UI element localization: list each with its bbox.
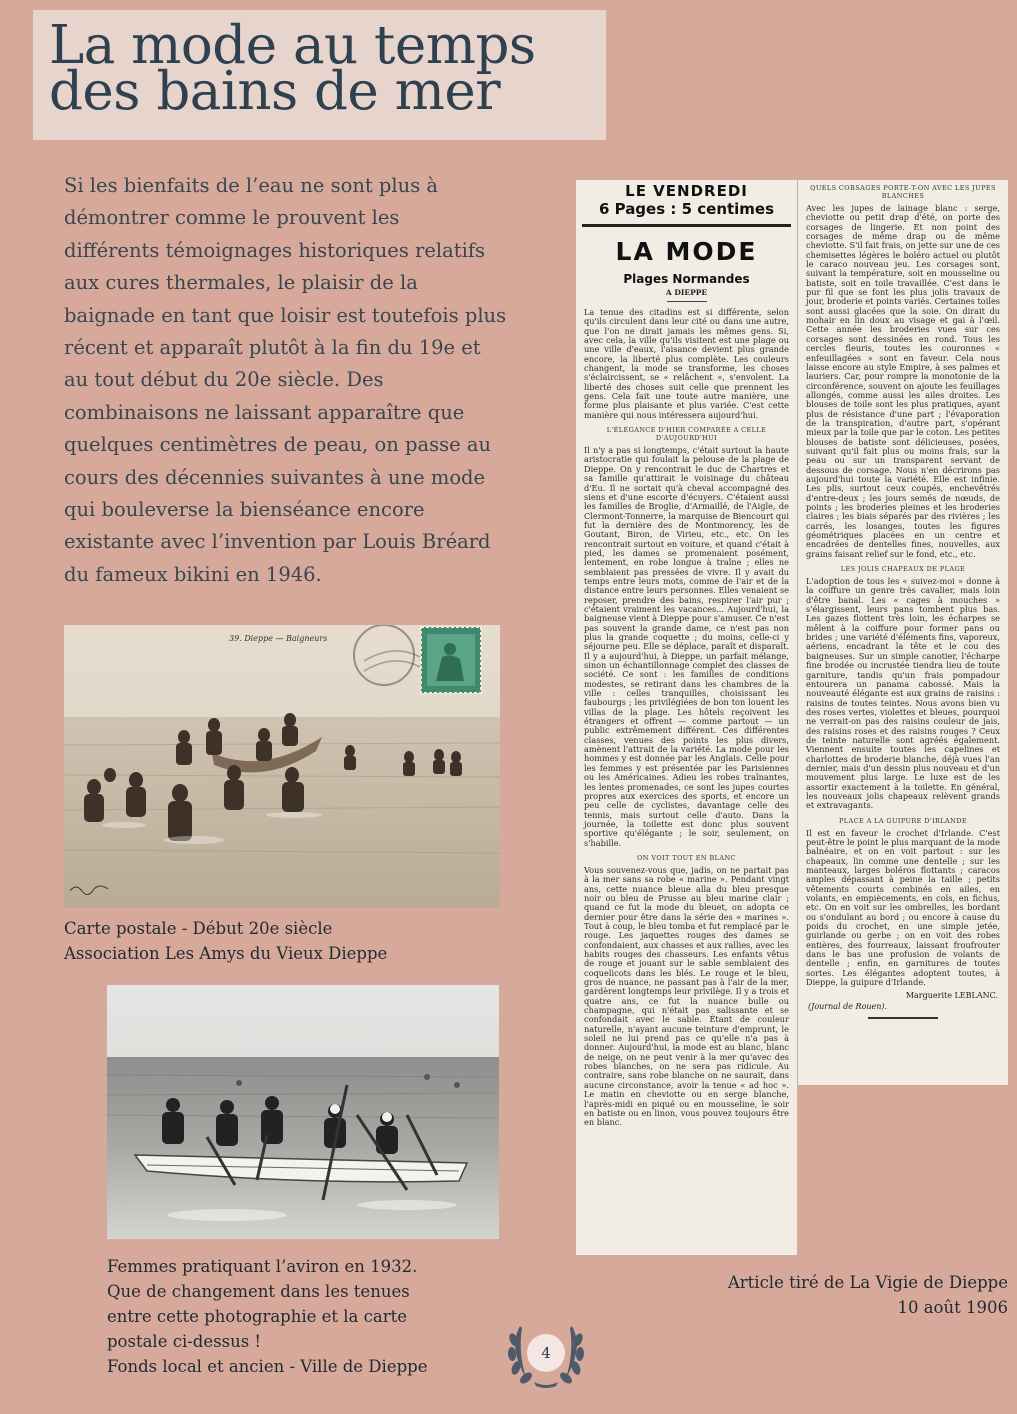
page-number: 4	[527, 1334, 565, 1372]
newspaper-short-rule	[667, 301, 707, 302]
caption-line: Fonds local et ancien - Ville de Dieppe	[107, 1357, 428, 1376]
newspaper-price: 6 Pages : 5 centimes	[598, 200, 775, 218]
caption-line: Article tiré de La Vigie de Dieppe	[727, 1273, 1008, 1292]
rowing-photo	[107, 985, 499, 1239]
postcard-printed-label: 39. Dieppe — Baigneurs	[229, 634, 328, 643]
newspaper-paragraph: La tenue des citadins est si différente, selon qu'ils circulent dans leur cité ou dans une autre, que l'on ne dirait jamais les mêmes gens. Si, avec cela, la ville qu'ils visitent est une plage ou une ville d'eaux, l'aisance devient plus grande encore, la liberté plus complète. Les couleurs changent, la mode se transforme, les choses s'éclaircissent, se « relâchent », s'envolent. La liberté des choses suit celle que prennent les gens. Cela fait une toute autre manière, une forme plus plaisante et plus variée. C'est cette manière qui nous intéressera aujourd'hui.	[584, 307, 789, 420]
intro-line: qui bouleverse la bienséance encore	[64, 498, 425, 522]
newspaper-source: (Journal de Rouen).	[808, 1001, 888, 1011]
newspaper-signature: Marguerite LEBLANC.	[905, 990, 998, 1000]
newspaper-column-1	[576, 180, 797, 1255]
newspaper-subhead: Plages Normandes	[623, 272, 750, 286]
intro-line: démontrer comme le prouvent les	[64, 206, 400, 230]
rowing-illustration	[107, 985, 499, 1239]
page-title-line-1: La mode au temps	[49, 15, 536, 76]
intro-line: quelques centimètres de peau, on passe au	[64, 433, 492, 457]
newspaper-end-rule	[868, 1017, 938, 1019]
rowing-caption	[107, 1254, 427, 1379]
intro-line: différents témoignages historiques relatifs	[64, 238, 486, 262]
newspaper-place: A DIEPPE	[665, 288, 708, 297]
postcard-illustration	[64, 625, 500, 908]
newspaper-caption	[640, 1270, 1008, 1320]
caption-line: Carte postale - Début 20e siècle	[64, 919, 333, 938]
newspaper-subtitle: ON VOIT TOUT EN BLANC	[637, 853, 736, 862]
intro-line: du fameux bikini en 1946.	[64, 562, 322, 586]
postcard-caption	[64, 916, 387, 966]
newspaper-paragraph: Il n'y a pas si longtemps, c'était surtout la haute aristocratie qui foulait la pelouse de la plage de Dieppe. On y rencontrait le duc de Chartres et sa famille qu'attirait le voisinage du château d'Eu. Il ne sortait qu'à cheval accompagné des siens et d'une escorte d'écuyers. C'étaient aussi les familles de Broglie, d'Armaillé, de l'Aigle, de Clermont-Tonnerre, la marquise de Biencourt qui fut la dernière des de Montmorency, les de Goutant, Biron, de Virieu, etc., etc. On les rencontrait surtout en voiture, et quand c'était à pied, les dames se promenaient posément, lentement, en robe longue à traîne ; elles ne semblaient pas pressées de vivre. Il y avait du temps entre leurs mots, comme de l'air et de la distance entre leurs personnes. Elles venaient se reposer, prendre des bains, respirer l'air pur ; c'étaient vraiment les vacances... Aujourd'hui, la baigneuse vient à Dieppe pour s'amuser. Ce n'est pas souvent la grande dame, ce n'est pas non plus la grande coquette ; du moins, celle-ci y séjourne peu. Elle se déplace, paraît et disparaît. Il y a aujourd'hui, à Dieppe, un parfait mélange, sinon un échantillonnage complet des classes de société. Ce sont : les familles de conditions modestes, se retirant dans les chambres de la ville : celles tranquilles, choisissant les faubourgs ; les privilégiées de bon ton louent les villas de la plage. Les hôtels reçoivent les étrangers et offrent — comme partout — un public extrêmement différent. Ces différentes classes, venues des points les plus divers, amènent l'attrait de la variété. La mode pour les hommes y est donnée par les Anglais. Celle pour les femmes y est présentée par les Parisiennes ou les Américaines. Adieu les robes traînantes, les lentes promenades, ce sont les jupes courtes propres aux exercices des sports, et encore un peu celle de cyclistes, davantage celle des tennis, mais surtout celle d'auto. Dans la journée, la toilette est donc plus souvent sportive qu'élégante ; le soir, seulement, on s'habille.	[584, 445, 790, 848]
newspaper-paragraph: Il est en faveur le crochet d'Irlande. C'est peut-être le point le plus marquant de la mode balnéaire, et on en voit partout : sur les chapeaux, lin comme une dentelle ; sur les manteaux, larges boléros flottants ; caracos amples dépassant à peine la taille ; petits vêtements courts combinés en ailes, en volants, en empiècements, en cols, en fichus, etc. On en voit sur les ombrelles, les bordant ou s'ondulant au bord ; ou encore à cause du poids du crochet, en une simple jetée, guirlande ou gerbe ; on en voit des robes entières, des fourreaux, laissant froufrouter dans le bas une profusion de volants de dentelle ; enfin, en garnitures de toutes sortes. Les élégantes adoptent toutes, à Dieppe, la guipure d'Irlande.	[806, 827, 1000, 988]
intro-line: au tout début du 20e siècle. Des	[64, 368, 384, 392]
intro-line: récent et apparaît plutôt à la fin du 19e et	[64, 336, 481, 360]
newspaper-subtitle: L'ÉLÉGANCE D'HIER COMPARÉE A CELLE D'AUJOURD'HUI	[606, 426, 767, 443]
newspaper-subtitle: LES JOLIS CHAPEAUX DE PLAGE	[840, 565, 966, 574]
intro-line: aux cures thermales, le plaisir de la	[64, 271, 418, 295]
newspaper-paragraph: Vous souvenez-vous que, jadis, on ne partait pas à la mer sans sa robe « marine ». Pendant vingt ans, cette nuance bleue alla du bleu presque noir ou bleu de Prusse au bleu marine clair ; quand ce fut la mode du bleuet, on adopta ce dernier pour être dans la série des « marines ». Tout à coup, le bleu tomba et fut remplacé par le rouge. Les jaquettes rouges des dames se confondaient, aux chasses et aux rallies, avec les habits rouges des chasseurs. Les enfants vêtus de rouge et jouant sur le sable semblaient des coquelicots dans les blés. Le rouge et le bleu, gros de nuance, ne passant pas à l'air de la mer, gardèrent longtemps leur privilège. Il y a trois et quatre ans, ce fut la nuance bulle ou champagne, qui n'était pas salissante et se confondait avec le sable. Étant de couleur naturelle, n'ayant aucune teinture d'emprunt, le soleil ne lui prend pas ce qu'elle n'a pas à donner. Aujourd'hui, la mode est au blanc, blanc de neige, on ne peut venir à la mer qu'avec des robes blanches, on ne sera pas ridicule. Au contraire, sans robe blanche on ne saurait, dans aucune circonstance, avoir la tenue « ad hoc ». Le matin en cheviotte ou en serge blanche, l'après-midi en piqué ou en mousseline, le soir en batiste ou en linon, vous pouvez toujours être en blanc.	[584, 864, 789, 1128]
newspaper-rule	[582, 224, 791, 227]
intro-line: baignade en tant que loisir est toutefois plus	[64, 303, 507, 327]
newspaper-headline: LA MODE	[615, 237, 758, 266]
newspaper-subtitle: PLACE A LA GUIPURE D'IRLANDE	[839, 816, 967, 825]
newspaper-paragraph: L'adoption de tous les « suivez-moi » donne à la coiffure un genre très cavalier, mais loin d'être banal. Les « cages à mouches » s'élargissent, leurs pans tombent plus bas. Les gazes flottent très loin, les écharpes se mêlent à la coiffure pour former pans ou brides ; une variété d'éléments fins, vaporeux, aériens, encadrant la tête et le cou des baigneuses. Sur un simple canotier, l'écharpe fine brodée ou incrustée tiendra lieu de toute garniture, tandis qu'un frais pompadour entourera un panama cabossé. Mais la nouveauté élégante est aux grains de raisins : raisins de toutes teintes. Nous avons bien vu des roses vertes, violettes et bleues, pourquoi ne verrait-on pas des raisins couleur de jais, des raisins roses et des raisins rouges ? Ceux de teinte naturelle sont agréés également. Viennent ensuite toutes les capelines et charlottes de broderie blanche, déjà vues l'an dernier, mais d'un dessin plus nouveau et d'un mouvement plus large. Le luxe est de les assortir exactement à la toilette. En général, les nouveaux jolis chapeaux relèvent grands et extravagants.	[806, 576, 1000, 811]
newspaper-day: LE VENDREDI	[625, 182, 748, 200]
newspaper-paragraph: Avec les jupes de lainage blanc : serge, cheviotte ou petit drap d'été, on porte des corsages de lingerie. Et non point des corsages de même drap ou de même cheviotte. S'il fait frais, on jette sur une de ces chemisettes légères le boléro actuel ou plutôt le caraco nouveau jeu. Les corsages sont, suivant la température, soit en mousseline ou batiste, soit en toile travaillée. C'est dans le pur fil que se font les plus jolis travaux de jour, broderie et points variés. Certaines toiles sont aussi glacées que la soie. On dirait du mohair en lin doux au visage et gai à l'œil. Cette année les broderies vues sur ces corsages sont dessinées en rond. Tous les cercles fleuris, toutes les couronnes « enfeuillagées » sont en faveur. Cela nous laisse encore au style Empire, à ses palmes et lauriers. Car, pour rompre la monotonie de la circonférence, souvent on ajoute les feuillages allongés, comme aussi les ailes droites. Les blouses de toile sont les plus pratiques, ayant plus de résistance d'une part ; l'évaporation de la transpiration, d'autre part, s'opérant mieux par la toile que par le coton. Les petites blouses de batiste sont délicieuses, posées, suivant qu'il fait plus ou moins frais, sur la peau ou sur un transparent servant de dessous de corsage. Nous n'en décrirons pas aujourd'hui toute la variété. Elle est infinie. Les plis, surtout ceux coupés, enchevêtrés d'entre-deux ; les jours semés de nœuds, de points ; les broderies pleines et les broderies claires ; les biais séparés par des rivières ; les carrés, les losanges, toutes les figures géométriques placées en un centre et encadrées de dentelles fines, nouvelles, aux grains faisant relief sur le fond, etc., etc.	[806, 203, 1001, 559]
title-box	[33, 10, 606, 140]
intro-line: existante avec l’invention par Louis Bréard	[64, 530, 491, 554]
newspaper-column-2	[797, 180, 1008, 1085]
intro-line: combinaisons ne laissant apparaître que	[64, 400, 465, 424]
caption-line: 10 août 1906	[897, 1298, 1008, 1317]
caption-line: Que de changement dans les tenues	[107, 1282, 410, 1301]
caption-line: postale ci-dessus !	[107, 1332, 262, 1351]
postcard-photo	[64, 625, 500, 908]
page-title-line-2: des bains de mer	[49, 61, 501, 122]
intro-paragraph	[64, 170, 564, 591]
intro-line: cours des décennies suivantes à une mode	[64, 465, 486, 489]
caption-line: Femmes pratiquant l’aviron en 1932.	[107, 1257, 418, 1276]
caption-line: Association Les Amys du Vieux Dieppe	[64, 944, 388, 963]
caption-line: entre cette photographie et la carte	[107, 1307, 408, 1326]
intro-line: Si les bienfaits de l’eau ne sont plus à	[64, 174, 439, 197]
newspaper-subtitle: QUELS CORSAGES PORTE-T-ON AVEC LES JUPES BLANCHES	[810, 184, 996, 200]
